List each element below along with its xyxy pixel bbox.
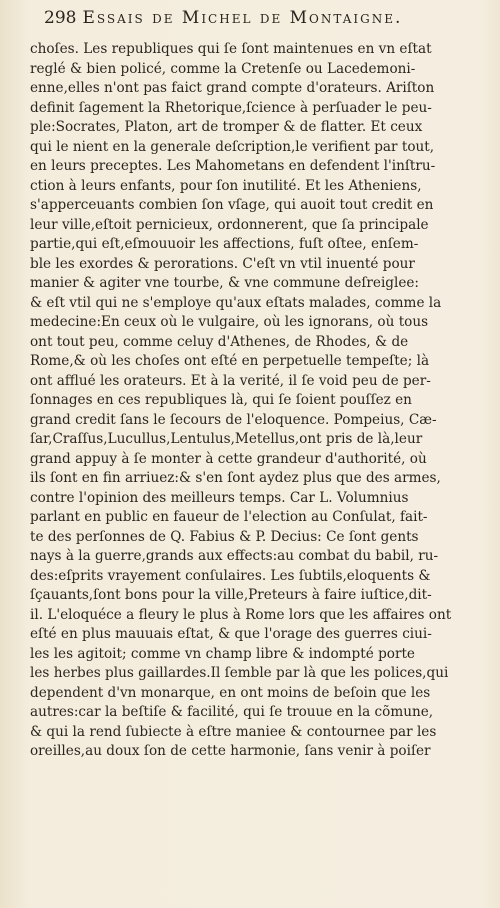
body-text (30, 40, 492, 762)
text-line: grand appuy à ſe monter à cette grandeur d'authorité, où (30, 450, 427, 467)
text-line: oreilles,au doux ſon de cette harmonie, ſans venir à poiſer (30, 743, 431, 759)
text-line: les herbes plus gaillardes.Il ſemble par là que les polices,qui (30, 665, 449, 681)
text-line: ſçauants,ſont bons pour la ville,Preteurs à faire iuſtice,dit- (30, 587, 432, 603)
text-line: ſar,Craſſus,Lucullus,Lentulus,Metellus,ont pris de là,leur (30, 431, 423, 447)
text-line: ction à leurs enfants, pour ſon inutilité. Et les Atheniens, (30, 177, 422, 194)
text-line: ſonnages en ces republiques là, qui ſe ſoient pouſſez en (30, 392, 412, 408)
text-line: il. L'eloquéce a fleury le plus à Rome lors que les affaires ont (30, 606, 452, 623)
text-line: partie,qui eſt,eſmouuoir les affections, fuſt oſtee, enſem- (30, 236, 419, 252)
text-line: autres:car la beſtiſe & facilité, qui ſe trouue en la cõmune, (30, 704, 434, 720)
running-head (44, 8, 484, 28)
running-title: Essais de Michel de Montaigne. (82, 8, 403, 28)
text-line: enne,elles n'ont pas faict grand compte d'orateurs. Ariſton (30, 80, 435, 96)
text-line: choſes. Les republiques qui ſe ſont maintenues en vn eſtat (30, 41, 432, 57)
text-line: les les agitoit; comme vn champ libre & indompté porte (30, 645, 415, 662)
text-line: leur ville,eſtoit pernicieux, ordonnerent, que ſa principale (30, 216, 429, 233)
text-line: te des perſonnes de Q. Fabius & P. Decius: Ce ſont gents (30, 528, 419, 545)
text-line: dependent d'vn monarque, en ont moins de beſoin que les (30, 684, 431, 701)
text-line: & eſt vtil qui ne s'employe qu'aux eſtats malades, comme la (30, 294, 442, 311)
text-line: qui le nient en la generale deſcription,le verifient par tout, (30, 138, 435, 155)
text-line: parlant en public en faueur de l'election au Conſulat, fait- (30, 509, 428, 525)
text-line: grand credit ſans le ſecours de l'eloquence. Pompeius, Cæ- (30, 411, 437, 428)
text-line: medecine:En ceux où le vulgaire, où les ignorans, où tous (30, 314, 429, 330)
text-line: ple:Socrates, Platon, art de tromper & de flatter. Et ceux (30, 119, 423, 135)
text-line: contre l'opinion des meilleurs temps. Car L. Volumnius (30, 489, 409, 506)
text-line: ont afflué les orateurs. Et à la verité, il ſe void peu de per- (30, 372, 431, 389)
text-line: des:eſprits vrayement conſulaires. Les ſubtils,eloquents & (30, 567, 431, 584)
text-line: & qui la rend ſubiecte à eſtre maniee & contournee par les (30, 723, 437, 740)
page-number: 298 (44, 8, 77, 28)
text-line: en leurs preceptes. Les Mahometans en defendent l'inſtru- (30, 158, 436, 174)
text-line: ble les exordes & perorations. C'eſt vn vtil inuenté pour (30, 255, 415, 272)
text-line: Rome,& où les choſes ont eſté en perpetuelle tempeſte; là (30, 353, 430, 369)
text-line: s'apperceuants combien ſon vſage, qui auoit tout credit en (30, 197, 434, 213)
text-line: nays à la guerre,grands aux effects:au combat du babil, ru- (30, 548, 439, 564)
text-line: definit ſagement la Rhetorique,ſcience à perſuader le peu- (30, 99, 432, 116)
text-line: eſté en plus mauuais eſtat, & que l'orage des guerres ciui- (30, 626, 432, 642)
text-line: manier & agiter vne tourbe, & vne commune deſreiglee: (30, 275, 420, 291)
text-line: ils ſont en fin arriuez:& s'en ſont aydez plus que des armes, (30, 470, 441, 486)
text-line: reglé & bien policé, comme la Cretenſe ou Lacedemoni- (30, 60, 416, 77)
text-line: ont tout peu, comme celuy d'Athenes, de Rhodes, & de (30, 333, 409, 350)
